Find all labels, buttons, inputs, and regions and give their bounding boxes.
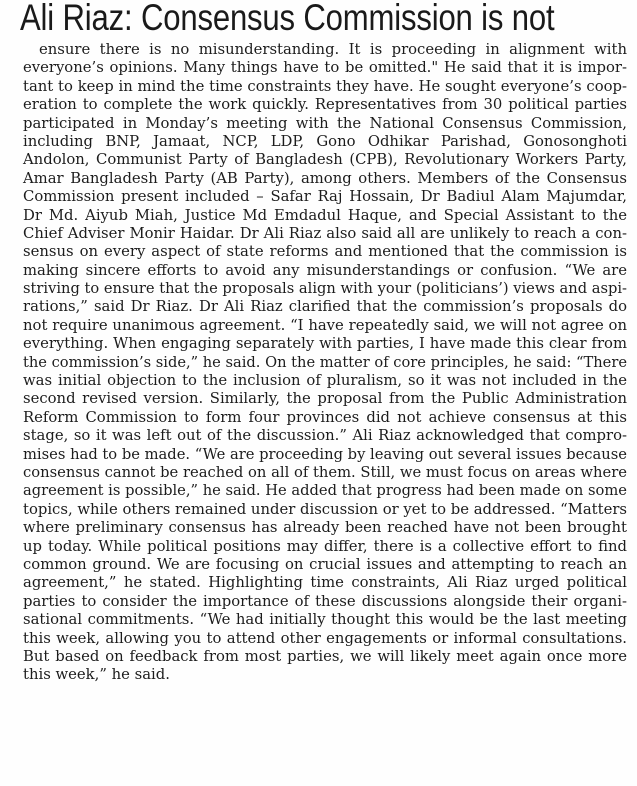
article-line: sational commitments. “We had initially thought this would be the last meeting bbox=[23, 611, 627, 629]
article-line: Chief Adviser Monir Haidar. Dr Ali Riaz also said all are unlikely to reach a con- bbox=[23, 224, 627, 242]
article-line: Dr Md. Aiyub Miah, Justice Md Emdadul Haque, and Special Assistant to the bbox=[23, 206, 627, 224]
article-line: up today. While political positions may differ, there is a collective effort to find bbox=[23, 537, 627, 555]
article-line: Reform Commission to form four provinces did not achieve consensus at this bbox=[23, 408, 627, 426]
article-line: stage, so it was left out of the discussion.” Ali Riaz acknowledged that compro- bbox=[23, 427, 627, 445]
headline: Ali Riaz: Consensus Commission is not bbox=[20, 0, 555, 38]
article-line: the commission’s side,” he said. On the matter of core principles, he said: “There bbox=[23, 353, 627, 371]
article-line: striving to ensure that the proposals align with your (politicians’) views and aspi- bbox=[23, 280, 627, 298]
article-line: everything. When engaging separately with parties, I have made this clear from bbox=[23, 335, 627, 353]
article-line: tant to keep in mind the time constraints they have. He sought everyone’s coop- bbox=[23, 77, 627, 95]
article-line: common ground. We are focusing on crucial issues and attempting to reach an bbox=[23, 555, 627, 573]
article-line: sensus on every aspect of state reforms and mentioned that the commission is bbox=[23, 243, 627, 261]
article-line: rations,” said Dr Riaz. Dr Ali Riaz clarified that the commission’s proposals do bbox=[23, 298, 627, 316]
article-line: including BNP, Jamaat, NCP, LDP, Gono Odhikar Parishad, Gonosonghoti bbox=[23, 132, 627, 150]
article-line: not require unanimous agreement. “I have repeatedly said, we will not agree on bbox=[23, 316, 627, 334]
article-line: topics, while others remained under discussion or yet to be addressed. “Matters bbox=[23, 500, 627, 518]
article-line: Andolon, Communist Party of Bangladesh (CPB), Revolutionary Workers Party, bbox=[23, 151, 627, 169]
article-line: Commission present included – Safar Raj Hossain, Dr Badiul Alam Majumdar, bbox=[23, 188, 627, 206]
article-body bbox=[23, 41, 627, 685]
article-line: mises had to be made. “We are proceeding by leaving out several issues because bbox=[23, 445, 627, 463]
article-line: this week,” he said. bbox=[23, 666, 170, 684]
article-line: ensure there is no misunderstanding. It is proceeding in alignment with bbox=[39, 41, 627, 58]
article-line: agreement is possible,” he said. He added that progress had been made on some bbox=[23, 482, 627, 500]
article-line: consensus cannot be reached on all of them. Still, we must focus on areas where bbox=[23, 463, 627, 481]
article-line: Amar Bangladesh Party (AB Party), among others. Members of the Consensus bbox=[23, 169, 627, 187]
article-line: agreement,” he stated. Highlighting time constraints, Ali Riaz urged political bbox=[23, 574, 627, 592]
article-line: eration to complete the work quickly. Representatives from 30 political parties bbox=[23, 96, 627, 114]
article-line: participated in Monday’s meeting with the National Consensus Commission, bbox=[23, 114, 627, 132]
article-line: everyone’s opinions. Many things have to be omitted." He said that it is impor- bbox=[23, 59, 627, 77]
article-line: was initial objection to the inclusion of pluralism, so it was not included in the bbox=[23, 372, 627, 390]
article-line: second revised version. Similarly, the proposal from the Public Administration bbox=[23, 390, 627, 408]
article-line: But based on feedback from most parties, we will likely meet again once more bbox=[23, 647, 627, 665]
article-line: where preliminary consensus has already been reached have not been brought bbox=[23, 519, 627, 537]
article-line: parties to consider the importance of these discussions alongside their organi- bbox=[23, 592, 627, 610]
article-line: this week, allowing you to attend other engagements or informal consultations. bbox=[23, 629, 627, 647]
article-line: making sincere efforts to avoid any misunderstandings or confusion. “We are bbox=[23, 261, 627, 279]
